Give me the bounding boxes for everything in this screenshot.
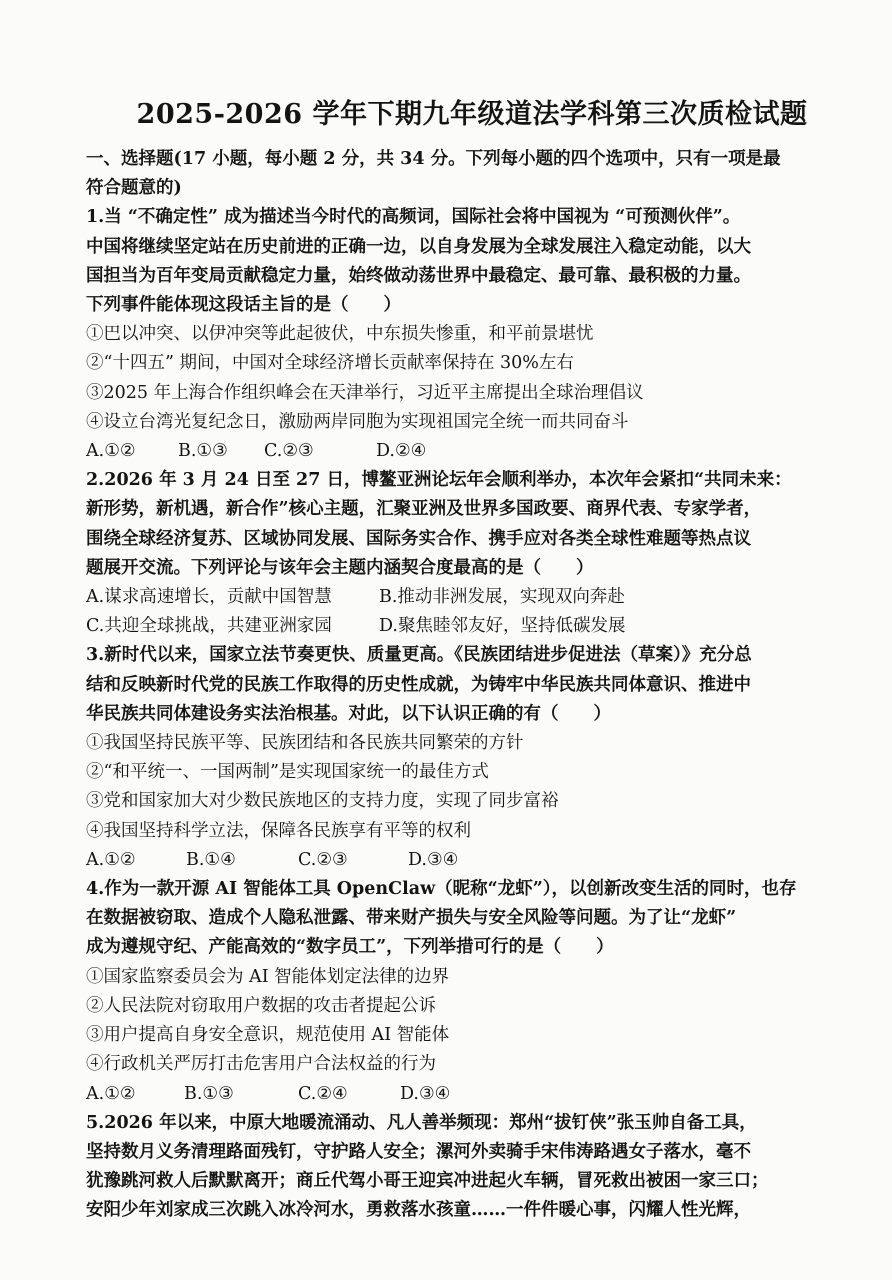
q3-item: ①我国坚持民族平等、民族团结和各民族共同繁荣的方针 (86, 733, 524, 754)
q2-stem-line: 2.2026 年 3 月 24 日至 27 日，博鳌亚洲论坛年会顺利举办，本次年会紧扣“共同未来： (86, 470, 792, 491)
option-d[interactable]: D.聚焦睦邻友好，坚持低碳发展 (379, 616, 626, 637)
option-a[interactable]: A.谋求高速增长，贡献中国智慧 (86, 587, 332, 608)
option-a[interactable]: A.①② (86, 1083, 136, 1104)
option-a[interactable]: A.①② (86, 441, 136, 462)
q5-stem-line: 犹豫跳河救人后默默离开；商丘代驾小哥王迎宾冲进起火车辆，冒死救出被困一家三口； (86, 1171, 769, 1192)
question-2 (86, 466, 858, 641)
q1-item: ③2025 年上海合作组织峰会在天津举行，习近平主席提出全球治理倡议 (86, 382, 644, 403)
q2-options-row (86, 612, 858, 641)
question-3 (86, 641, 858, 875)
q3-stem-line: 华民族共同体建设务实法治根基。对此，以下认识正确的有（ ） (86, 703, 611, 724)
q1-item: ④设立台湾光复纪念日，激励两岸同胞为实现祖国完全统一而共同奋斗 (86, 411, 629, 432)
q5-stem-line: 安阳少年刘家成三次跳入冰冷河水，勇救落水孩童……一件件暖心事，闪耀人性光辉， (86, 1200, 751, 1221)
q4-stem-line: 成为遵规守纪、产能高效的“数字员工”，下列举措可行的是（ ） (86, 937, 614, 958)
q3-item: ④我国坚持科学立法，保障各民族享有平等的权利 (86, 820, 471, 841)
q1-item: ②“十四五” 期间，中国对全球经济增长贡献率保持在 30%左右 (86, 353, 574, 374)
q4-stem-line: 在数据被窃取、造成个人隐私泄露、带来财产损失与安全风险等问题。为了让“龙虾” (86, 908, 737, 929)
q4-options (86, 1080, 858, 1109)
q4-stem-line: 4.作为一款开源 AI 智能体工具 OpenClaw（昵称“龙虾”），以创新改变生活的同时，也存 (86, 879, 797, 900)
q4-item: ②人民法院对窃取用户数据的攻击者提起公诉 (86, 995, 436, 1016)
option-b[interactable]: B.①③ (184, 1083, 234, 1104)
option-a[interactable]: A.①② (86, 849, 136, 870)
q3-options (86, 846, 858, 875)
q5-stem-line: 坚持数月义务清理路面残钉，守护路人安全；漯河外卖骑手宋伟涛路遇女子落水，毫不 (86, 1141, 751, 1162)
q1-options (86, 437, 858, 466)
q2-options-row (86, 583, 858, 612)
option-b[interactable]: B.①③ (178, 441, 228, 462)
option-d[interactable]: D.②④ (376, 441, 427, 462)
option-b[interactable]: B.①④ (186, 849, 236, 870)
q2-stem-line: 题展开交流。下列评论与该年会主题内涵契合度最高的是（ ） (86, 557, 594, 578)
q4-item: ①国家监察委员会为 AI 智能体划定法律的边界 (86, 966, 450, 987)
question-4 (86, 875, 858, 1109)
q5-stem-line: 5.2026 年以来，中原大地暖流涌动、凡人善举频现：郑州“拔钉侠”张玉帅自备工具， (86, 1112, 757, 1133)
section-line: 一、选择题(17 小题，每小题 2 分，共 34 分。下列每小题的四个选项中，只有一项是最 (86, 149, 781, 169)
q1-item: ①巴以冲突、以伊冲突等此起彼伏，中东损失惨重，和平前景堪忧 (86, 324, 594, 345)
option-c[interactable]: C.共迎全球挑战，共建亚洲家园 (86, 616, 332, 637)
q2-stem-line: 围绕全球经济复苏、区域协同发展、国际务实合作、携手应对各类全球性难题等热点议 (86, 528, 751, 549)
q3-stem-line: 结和反映新时代党的民族工作取得的历史性成就，为铸牢中华民族共同体意识、推进中 (86, 674, 751, 695)
question-1 (86, 203, 858, 466)
option-d[interactable]: D.③④ (400, 1083, 451, 1104)
question-5 (86, 1109, 858, 1226)
option-c[interactable]: C.②④ (298, 1083, 348, 1104)
section-line: 符合题意的) (86, 178, 182, 199)
q2-stem-line: 新形势，新机遇，新合作”核心主题，汇聚亚洲及世界多国政要、商界代表、专家学者， (86, 499, 762, 520)
q1-stem-line: 中国将继续坚定站在历史前进的正确一边，以自身发展为全球发展注入稳定动能，以大 (86, 236, 751, 257)
q3-item: ②“和平统一、一国两制”是实现国家统一的最佳方式 (86, 762, 489, 783)
q1-stem-line: 1.当 “不确定性” 成为描述当今时代的高频词，国际社会将中国视为 “可预测伙伴”。 (86, 207, 741, 228)
q4-item: ③用户提高自身安全意识，规范使用 AI 智能体 (86, 1025, 450, 1046)
option-c[interactable]: C.②③ (264, 441, 314, 462)
q4-item: ④行政机关严厉打击危害用户合法权益的行为 (86, 1054, 436, 1075)
q3-stem-line: 3.新时代以来，国家立法节奏更快、质量更高。《民族团结进步促进法（草案）》充分总 (86, 645, 752, 666)
q1-stem-line: 下列事件能体现这段话主旨的是（ ） (86, 295, 401, 316)
exam-title: 2025-2026 学年下期九年级道法学科第三次质检试题 (136, 99, 808, 130)
q3-item: ③党和国家加大对少数民族地区的支持力度，实现了同步富裕 (86, 791, 559, 812)
option-d[interactable]: D.③④ (408, 849, 459, 870)
option-c[interactable]: C.②③ (298, 849, 348, 870)
section-heading (86, 145, 858, 203)
q1-stem-line: 国担当为百年变局贡献稳定力量，始终做动荡世界中最稳定、最可靠、最积极的力量。 (86, 265, 751, 286)
option-b[interactable]: B.推动非洲发展，实现双向奔赴 (379, 587, 625, 608)
